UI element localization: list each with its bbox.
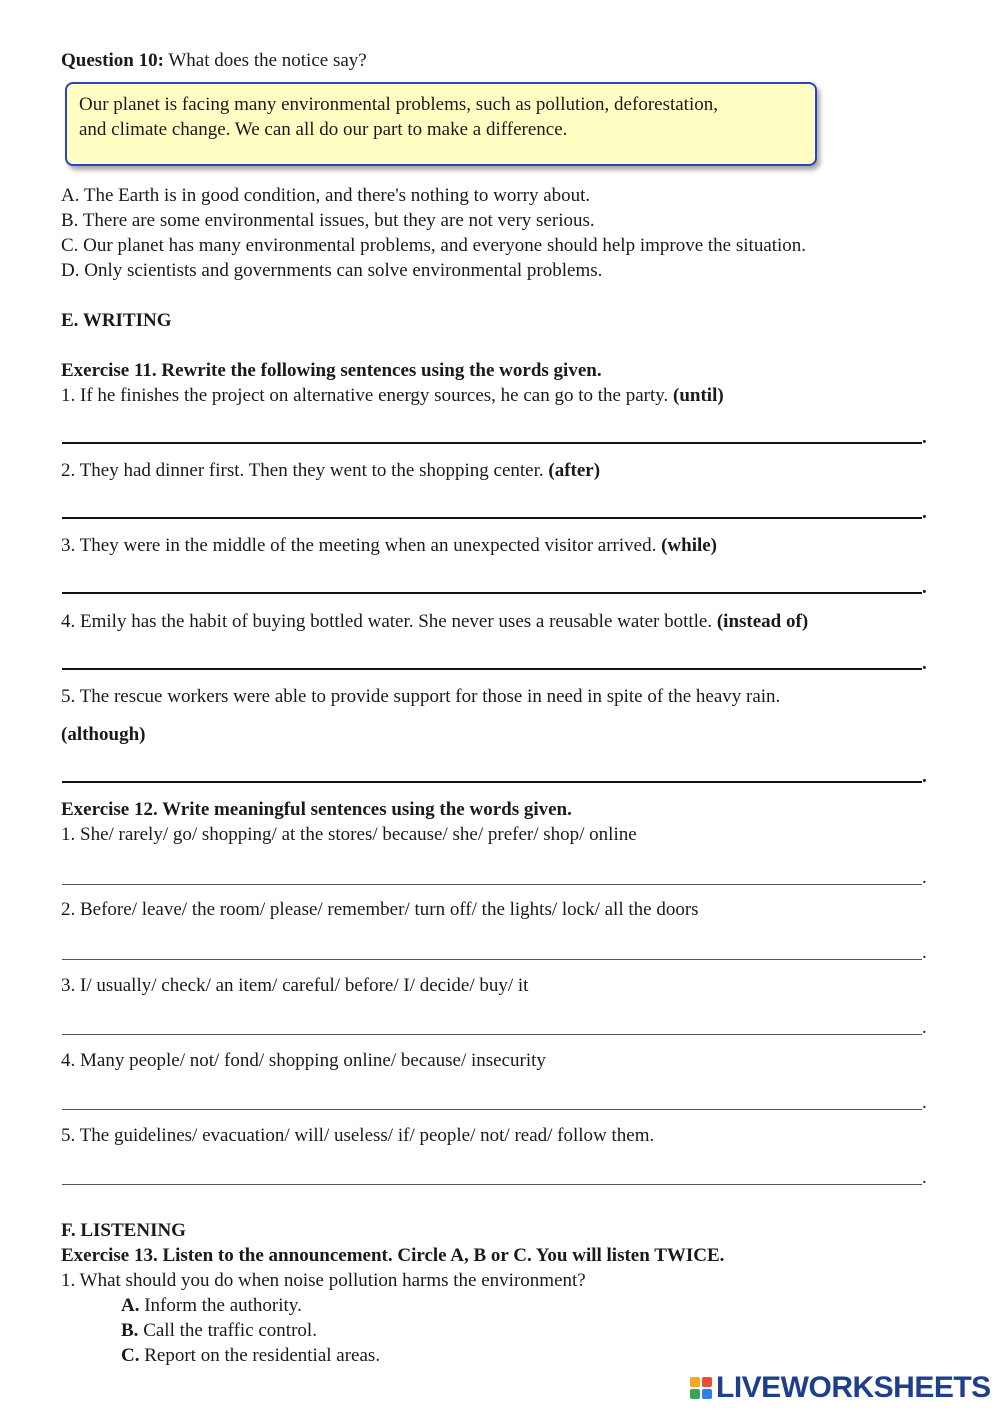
exercise-title [61, 358, 602, 383]
ex12-item-2: 2. Before/ leave/ the room/ please/ remember/ turn off/ the lights/ lock/ all the doors [61, 899, 699, 920]
answer-line[interactable] [62, 959, 922, 960]
option-text: Inform the authority. [139, 1295, 302, 1316]
section-e-title: E. WRITING [61, 310, 172, 331]
word-hint: (until) [673, 385, 724, 406]
answer-line[interactable] [62, 1034, 922, 1035]
exercise-13-title: Exercise 13. Listen to the announcement. Circle A, B or C. You will listen TWICE. [61, 1245, 725, 1266]
option-text: Report on the residential areas. [139, 1345, 381, 1366]
ex11-item-5: 5. The rescue workers were able to provide support for those in need in spite of the heavy rain. [61, 686, 781, 707]
section-title [61, 308, 172, 333]
answer-line[interactable] [62, 442, 922, 444]
ex13-option-b[interactable] [121, 1318, 317, 1343]
word-hint: (although) [61, 724, 146, 745]
line-end: . [922, 502, 927, 523]
sentence-text: 1. If he finishes the project on alternative energy sources, he can go to the party. [61, 385, 674, 406]
section-title [61, 1218, 186, 1243]
logo-mark-icon [690, 1377, 712, 1399]
notice-line: and climate change. We can all do our part to make a difference. [79, 119, 568, 140]
option-d[interactable]: D. Only scientists and governments can solve environmental problems. [61, 260, 603, 281]
option-b[interactable]: B. There are some environmental issues, but they are not very serious. [61, 210, 595, 231]
line-end: . [922, 867, 927, 888]
sentence-text: 4. Emily has the habit of buying bottled water. She never uses a reusable water bottle. [61, 611, 717, 632]
answer-line[interactable] [62, 592, 922, 594]
answer-line[interactable] [62, 517, 922, 519]
ex13-question-1: 1. What should you do when noise pollution harms the environment? [61, 1270, 586, 1291]
word-hint: (while) [661, 535, 718, 556]
ex12-item-4: 4. Many people/ not/ fond/ shopping online/ because/ insecurity [61, 1050, 546, 1071]
line-end: . [922, 766, 927, 787]
sentence-text: 3. They were in the middle of the meeting when an unexpected visitor arrived. [61, 535, 662, 556]
option-letter: A. [121, 1295, 140, 1316]
answer-line[interactable] [62, 1184, 922, 1185]
question-prompt: What does the notice say? [163, 50, 367, 71]
answer-line[interactable] [62, 781, 922, 783]
answer-line[interactable] [62, 668, 922, 670]
logo-text: LIVEWORKSHEETS [716, 1371, 991, 1404]
line-end: . [922, 427, 927, 448]
notice-line: Our planet is facing many environmental problems, such as pollution, deforestation, [79, 94, 718, 115]
ex13-option-c[interactable] [121, 1343, 380, 1368]
answer-line[interactable] [62, 884, 922, 885]
exercise-title [61, 797, 572, 822]
ex11-item-4 [61, 609, 808, 634]
ex11-item-5-hint [61, 722, 145, 747]
section-f-title: F. LISTENING [61, 1220, 186, 1241]
option-c[interactable]: C. Our planet has many environmental problems, and everyone should help improve the situation. [61, 235, 807, 256]
sentence-text: 2. They had dinner first. Then they went to the shopping center. [61, 460, 549, 481]
line-end: . [922, 1092, 927, 1113]
word-hint: (after) [548, 460, 601, 481]
exercise-title [61, 1243, 724, 1268]
line-end: . [922, 1167, 927, 1188]
exercise-12-title: Exercise 12. Write meaningful sentences using the words given. [61, 799, 572, 820]
line-end: . [922, 653, 927, 674]
ex11-item-2 [61, 458, 600, 483]
ex11-item-3 [61, 533, 717, 558]
option-letter: C. [121, 1345, 140, 1366]
line-end: . [922, 1017, 927, 1038]
question-label: Question 10: [61, 50, 164, 71]
ex13-option-a[interactable] [121, 1293, 302, 1318]
option-letter: B. [121, 1320, 139, 1341]
exercise-11-title: Exercise 11. Rewrite the following sentences using the words given. [61, 360, 602, 381]
option-a[interactable]: A. The Earth is in good condition, and there's nothing to worry about. [61, 185, 591, 206]
ex11-item-1 [61, 383, 724, 408]
question-10 [61, 48, 367, 73]
answer-line[interactable] [62, 1109, 922, 1110]
ex12-item-5: 5. The guidelines/ evacuation/ will/ useless/ if/ people/ not/ read/ follow them. [61, 1125, 655, 1146]
word-hint: (instead of) [716, 611, 809, 632]
option-text: Call the traffic control. [138, 1320, 317, 1341]
ex12-item-3: 3. I/ usually/ check/ an item/ careful/ before/ I/ decide/ buy/ it [61, 975, 529, 996]
notice-box [65, 82, 817, 166]
line-end: . [922, 942, 927, 963]
liveworksheets-logo [690, 1370, 990, 1406]
line-end: . [922, 577, 927, 598]
ex12-item-1: 1. She/ rarely/ go/ shopping/ at the stores/ because/ she/ prefer/ shop/ online [61, 824, 637, 845]
